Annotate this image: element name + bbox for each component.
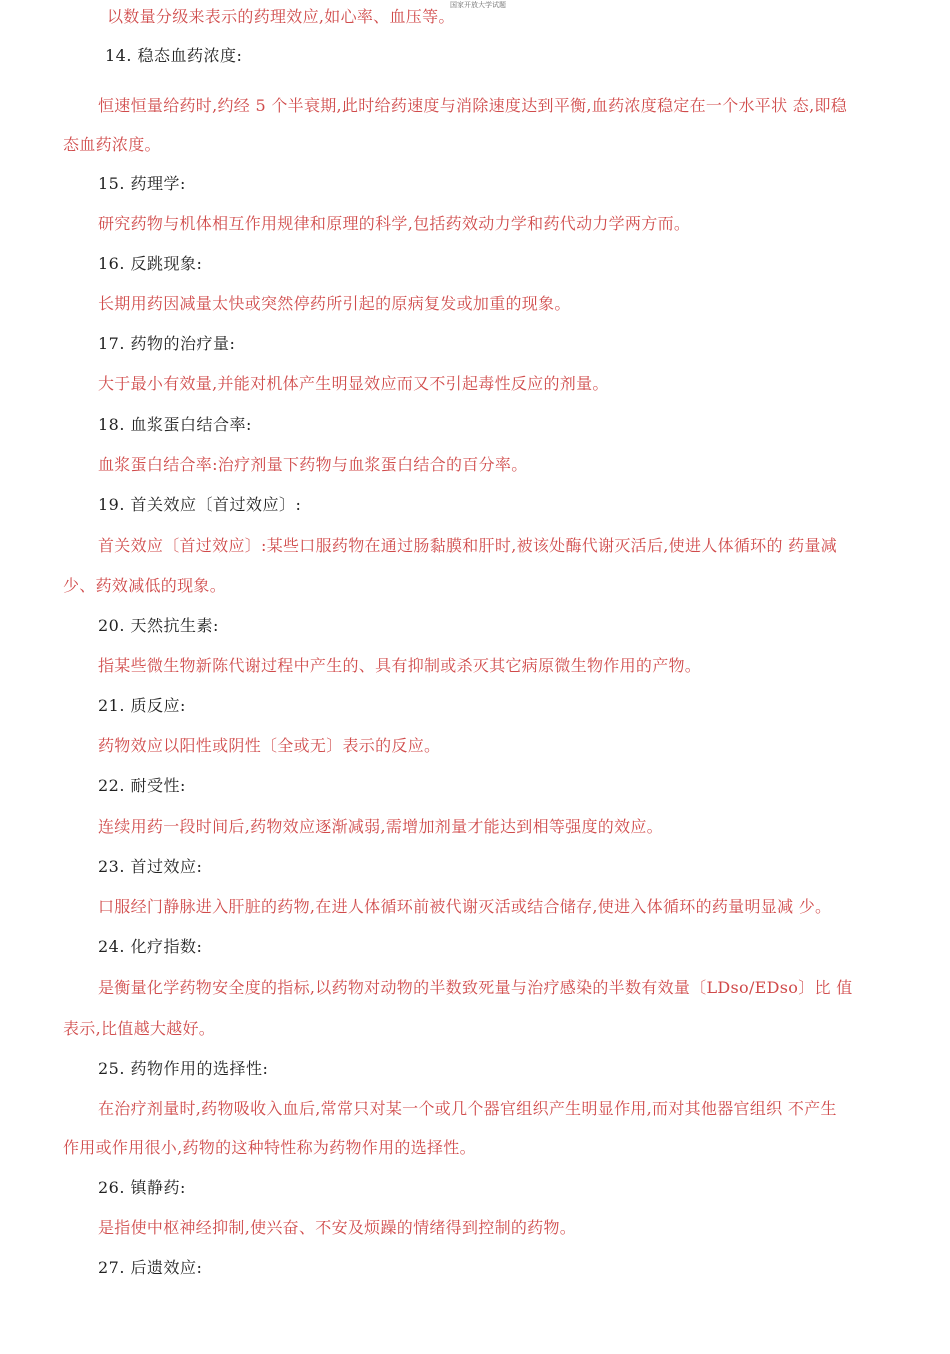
answer-line: 在治疗剂量时,药物吸收入血后,常常只对某一个或几个器官组织产生明显作用,而对其他器官组织 不产生 — [98, 1099, 837, 1118]
answer-line: 血浆蛋白结合率:治疗剂量下药物与血浆蛋白结合的百分率。 — [98, 455, 528, 474]
answer-line: 表示,比值越大越好。 — [63, 1019, 216, 1038]
term-heading: 16. 反跳现象: — [98, 254, 203, 273]
term-heading: 23. 首过效应: — [98, 857, 203, 876]
answer-line: 连续用药一段时间后,药物效应逐渐减弱,需增加剂量才能达到相等强度的效应。 — [98, 817, 663, 836]
answer-line: 大于最小有效量,并能对机体产生明显效应而又不引起毒性反应的剂量。 — [98, 374, 609, 393]
header-watermark: 国家开放大学试题 — [450, 1, 506, 9]
term-heading: 15. 药理学: — [98, 174, 186, 193]
term-heading: 21. 质反应: — [98, 696, 186, 715]
answer-line: 研究药物与机体相互作用规律和原理的科学,包括药效动力学和药代动力学两方而。 — [98, 214, 691, 233]
answer-line: 口服经门静脉进入肝脏的药物,在进人体循环前被代谢灭活或结合储存,使进入体循环的药量明显减 少。 — [98, 897, 832, 916]
answer-line: 药物效应以阳性或阴性〔全或无〕表示的反应。 — [98, 736, 441, 755]
term-heading: 26. 镇静药: — [98, 1178, 186, 1197]
term-heading: 17. 药物的治疗量: — [98, 334, 236, 353]
answer-line: 恒速恒量给药时,约经 5 个半衰期,此时给药速度与消除速度达到平衡,血药浓度稳定在一个水平状 态,即稳 — [98, 96, 848, 115]
term-heading: 20. 天然抗生素: — [98, 616, 219, 635]
answer-line: 是衡量化学药物安全度的指标,以药物对动物的半数致死量与治疗感染的半数有效量〔LDso/EDso〕比 值 — [98, 978, 853, 997]
answer-line: 是指使中枢神经抑制,使兴奋、不安及烦躁的情绪得到控制的药物。 — [98, 1218, 577, 1237]
term-heading: 25. 药物作用的选择性: — [98, 1059, 269, 1078]
term-heading: 18. 血浆蛋白结合率: — [98, 415, 252, 434]
answer-line: 首关效应〔首过效应〕:某些口服药物在通过肠黏膜和肝时,被该处酶代谢灭活后,使进人体循环的 药量减 — [98, 536, 838, 555]
answer-line: 作用或作用很小,药物的这种特性称为药物作用的选择性。 — [63, 1138, 476, 1157]
answer-line: 少、药效减低的现象。 — [63, 576, 227, 595]
term-heading: 22. 耐受性: — [98, 776, 186, 795]
term-heading: 24. 化疗指数: — [98, 937, 203, 956]
answer-line: 以数量分级来表示的药理效应,如心率、血压等。 — [107, 7, 455, 26]
term-heading: 14. 稳态血药浓度: — [105, 46, 243, 65]
term-heading: 19. 首关效应〔首过效应〕: — [98, 495, 302, 514]
term-heading: 27. 后遗效应: — [98, 1258, 203, 1277]
answer-line: 态血药浓度。 — [63, 135, 161, 154]
answer-line: 长期用药因减量太快或突然停药所引起的原病复发或加重的现象。 — [98, 294, 571, 313]
answer-line: 指某些微生物新陈代谢过程中产生的、具有抑制或杀灭其它病原微生物作用的产物。 — [98, 656, 702, 675]
